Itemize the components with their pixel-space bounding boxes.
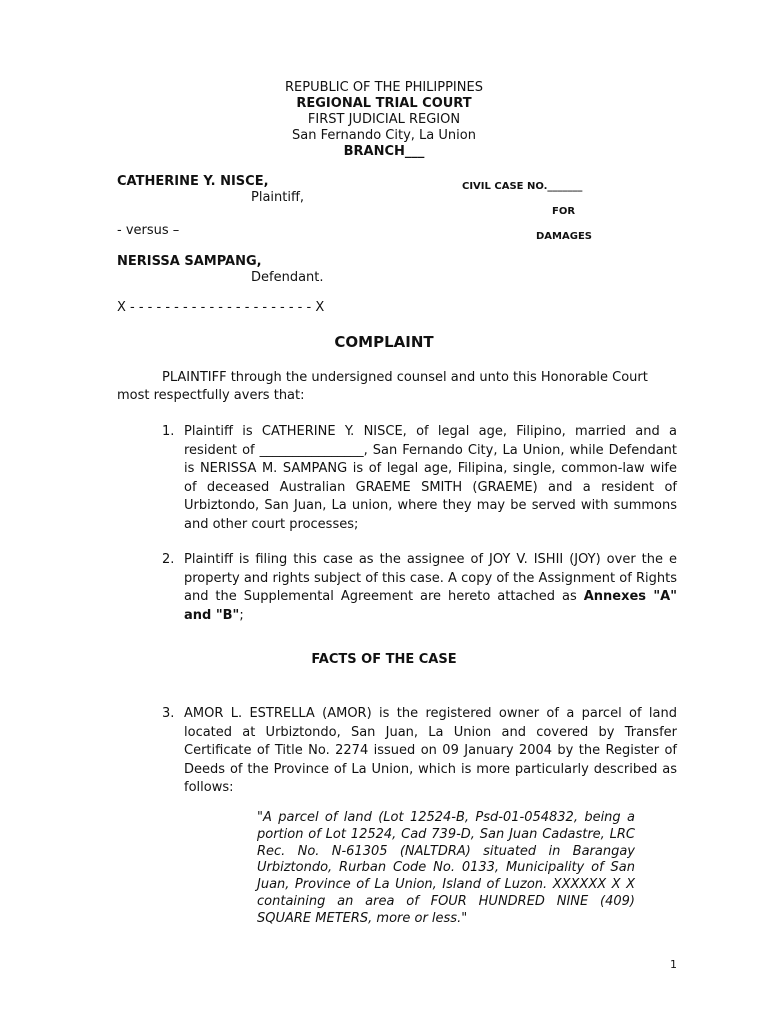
item-1-text: Plaintiff is CATHERINE Y. NISCE, of legal age, Filipino, married and a resident of ________________, San Fernando City, La Union, while Defendant is NERISSA M. SAMPANG is of legal age, Filipina, single, common-law wife of deceased Australian GRAEME SMITH (GRAEME) and a resident of Urbiztondo, San Juan, La union, where they may be served with summons and other court processes; bbox=[184, 424, 677, 532]
item-3-number: 3. bbox=[162, 706, 175, 721]
item-3-text: AMOR L. ESTRELLA (AMOR) is the registered owner of a parcel of land located at Urbiztondo, San Juan, La Union and covered by Transfer Certificate of Title No. 2274 issued on 09 January 2004 by the Register of Deeds of the Province of La Union, which is more particularly described as follows: bbox=[184, 706, 677, 795]
item-2-annexes: Annexes "A" and "B" bbox=[184, 589, 677, 623]
item-1-number: 1. bbox=[162, 424, 175, 439]
intro-line-1: PLAINTIFF through the undersigned counsel and unto this Honorable Court bbox=[162, 370, 648, 385]
facts-section-title: FACTS OF THE CASE bbox=[311, 652, 457, 667]
case-nature: DAMAGES bbox=[536, 231, 592, 242]
item-2-number: 2. bbox=[162, 552, 175, 567]
header-republic: REPUBLIC OF THE PHILIPPINES bbox=[285, 80, 483, 95]
case-for-label: FOR bbox=[552, 206, 576, 217]
defendant-name: NERISSA SAMPANG, bbox=[117, 254, 262, 269]
item-2-text bbox=[184, 551, 677, 625]
land-description-quote: "A parcel of land (Lot 12524-B, Psd-01-054832, being a portion of Lot 12524, Cad 739-D, San Juan Cadastre, LRC Rec. No. N-61305 (NALTDRA) situated in Barangay Urbiztondo, Rurban Code No. 0133, Municipality of San Juan, Province of La Union, Island of Luzon. XXXXXX X X containing an area of FOUR HUNDRED NINE (409) SQUARE METERS, more or less." bbox=[257, 810, 635, 926]
civil-case-no: CIVIL CASE NO._______ bbox=[462, 181, 583, 192]
versus-label: - versus – bbox=[117, 223, 180, 238]
header-city: San Fernando City, La Union bbox=[292, 128, 476, 143]
defendant-role: Defendant. bbox=[251, 270, 324, 285]
header-court: REGIONAL TRIAL COURT bbox=[296, 96, 472, 111]
header-region: FIRST JUDICIAL REGION bbox=[307, 112, 461, 127]
item-2-body: Plaintiff is filing this case as the assignee of JOY V. ISHII (JOY) over the e property and rights subject of this case. A copy of the Assignment of Rights and the Supplemental Agreement are hereto attached as bbox=[184, 552, 677, 604]
plaintiff-name: CATHERINE Y. NISCE, bbox=[117, 174, 269, 189]
document-title: COMPLAINT bbox=[334, 333, 434, 351]
header-branch: BRANCH___ bbox=[343, 144, 425, 159]
item-2-end: ; bbox=[239, 607, 244, 623]
page-number: 1 bbox=[670, 958, 677, 971]
intro-line-2: most respectfully avers that: bbox=[117, 388, 305, 403]
caption-separator: X - - - - - - - - - - - - - - - - - - - - - X bbox=[117, 300, 325, 315]
plaintiff-role: Plaintiff, bbox=[251, 190, 305, 205]
